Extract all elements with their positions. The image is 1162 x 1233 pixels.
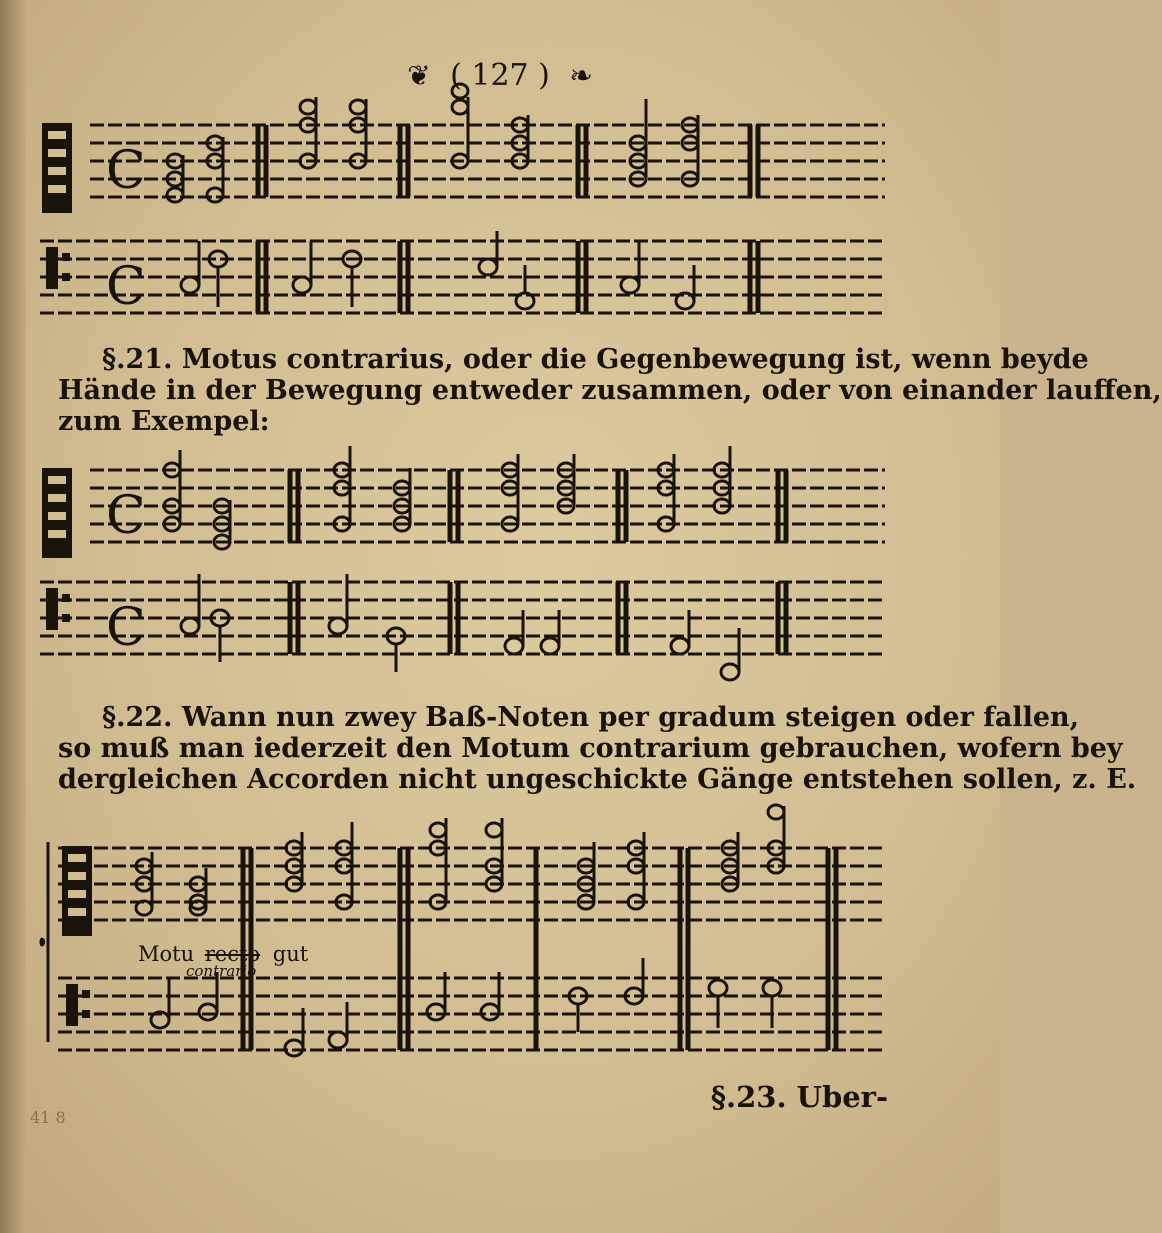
common-time-icon: C	[106, 598, 146, 658]
page-header	[0, 58, 1000, 93]
treble-clef-icon	[42, 468, 72, 558]
paragraph-21	[58, 344, 1162, 437]
page-number: ( 127 )	[450, 58, 550, 93]
treble-staff-1	[90, 125, 885, 197]
music-system-2	[40, 440, 890, 675]
page-spine-shadow	[0, 0, 26, 1233]
bass-clef-icon	[46, 588, 70, 630]
paragraph-22	[58, 702, 1137, 795]
text-line: §.22. Wann nun zwey Baß-Noten per gradum steigen oder fallen,	[102, 702, 1080, 733]
text-line: so muß man iederzeit den Motum contrarium gebrauchen, wofern bey	[58, 733, 1123, 764]
treble-staff-2	[90, 470, 885, 542]
barlines-3	[243, 848, 836, 1050]
ornament-left-icon: ❦	[407, 59, 431, 92]
marginal-note: 41 8	[30, 1108, 66, 1127]
text-line: §.21. Motus contrarius, oder die Gegenbewegung ist, wenn beyde	[102, 344, 1089, 375]
catchword: §.23. Uber-	[710, 1080, 888, 1114]
bass-clef-icon	[46, 247, 70, 289]
text-line: zum Exempel:	[58, 406, 270, 437]
common-time-icon: C	[106, 257, 146, 317]
text-line: Hände in der Bewegung entweder zusammen, oder von einander lauffen,	[58, 375, 1162, 406]
annotation-word-gut: gut	[272, 942, 309, 966]
bass-staff-3	[58, 978, 883, 1050]
text-line: dergleichen Accorden nicht ungeschickte Gänge entstehen sollen, z. E.	[58, 764, 1137, 795]
barlines-1	[258, 125, 758, 313]
treble-staff-3	[58, 848, 883, 920]
ornament-right-icon: ❧	[569, 59, 593, 92]
treble-clef-icon	[62, 846, 92, 936]
annotation-word-recto: recto	[204, 942, 261, 966]
bass-clef-icon	[66, 984, 90, 1026]
annotation-contrario: contrario	[186, 962, 257, 980]
annotation-word-motu: Motu	[138, 942, 195, 966]
bass-staff-2	[40, 582, 885, 654]
common-time-icon: C	[106, 486, 146, 546]
common-time-icon: C	[106, 141, 146, 201]
music-system-1	[40, 95, 890, 325]
barlines-2	[290, 470, 786, 654]
treble-clef-icon	[42, 123, 72, 213]
